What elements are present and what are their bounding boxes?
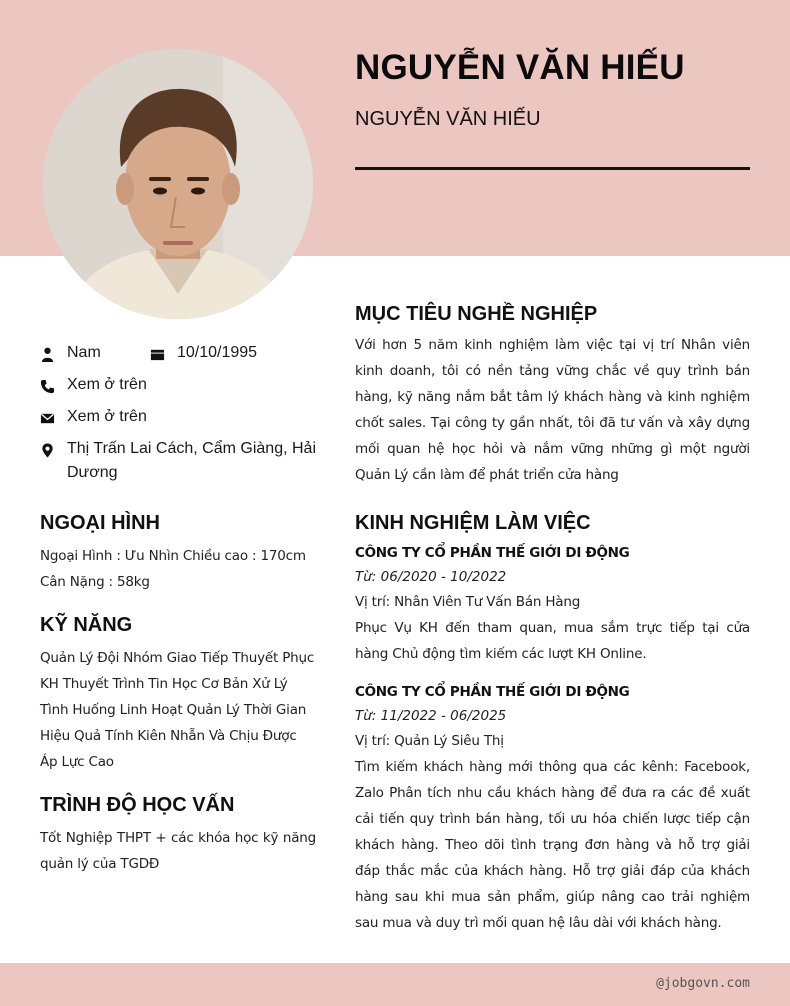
header-divider (355, 167, 750, 170)
job-period: Từ: 11/2022 - 06/2025 (355, 708, 507, 724)
job-description: Phục Vụ KH đến tham quan, mua sắm trực tiếp tại cửa hàng Chủ động tìm kiếm các lượt KH Online. (355, 620, 750, 662)
job-description: Tìm kiếm khách hàng mới thông qua các kênh: Facebook, Zalo Phân tích nhu cầu khách hàng để đưa ra các đề xuất cải tiến quy trình bán hàng, tối ưu hóa chiến lược tiếp cận khách hàng. Theo dõi tình trạng đơn hàng và hỗ trợ giải đáp thắc mắc của khách hàng. Hỗ trợ giải đáp của khách hàng sau khi mua sản phẩm, giúp nâng cao trải nghiệm sau mua và duy trì mối quan hệ lâu dài với khách hàng. (355, 759, 750, 931)
calendar-icon (150, 347, 165, 362)
contact-email (40, 408, 147, 429)
profile-photo (43, 49, 313, 319)
contact-gender (40, 344, 101, 365)
email-value: Xem ở trên (67, 408, 147, 425)
candidate-name: NGUYỄN VĂN HIẾU (355, 48, 685, 87)
job-company: CÔNG TY CỔ PHẦN THẾ GIỚI DI ĐỘNG (355, 545, 630, 561)
location-pin-icon (40, 443, 55, 458)
experience-heading: KINH NGHIỆM LÀM VIỆC (355, 512, 591, 534)
footer-brand: @jobgovn.com (656, 976, 750, 991)
education-heading: TRÌNH ĐỘ HỌC VẤN (40, 794, 235, 816)
job-period: Từ: 06/2020 - 10/2022 (355, 569, 507, 585)
contact-birthdate (150, 344, 257, 365)
skills-text: Quản Lý Đội Nhóm Giao Tiếp Thuyết Phục KH Thuyết Trình Tin Học Cơ Bản Xử Lý Tình Huống Linh Hoạt Quản Lý Thời Gian Hiệu Quả Tính Kiên Nhẫn Và Chịu Được Áp Lực Cao (40, 650, 315, 770)
person-icon (40, 347, 55, 362)
objective-heading: MỤC TIÊU NGHỀ NGHIỆP (355, 303, 598, 325)
contact-phone (40, 376, 147, 397)
gender-value: Nam (67, 344, 101, 361)
appearance-heading: NGOẠI HÌNH (40, 512, 160, 534)
skills-heading: KỸ NĂNG (40, 614, 133, 636)
address-value: Thị Trấn Lai Cách, Cẩm Giàng, Hải Dương (67, 440, 316, 481)
phone-icon (40, 379, 55, 394)
birthdate-value: 10/10/1995 (177, 344, 258, 361)
appearance-text: Ngoại Hình : Ưu Nhìn Chiều cao : 170cm Cân Nặng : 58kg (40, 548, 306, 590)
mail-icon (40, 411, 55, 426)
job-position: Vị trí: Nhân Viên Tư Vấn Bán Hàng (355, 594, 581, 610)
candidate-subtitle: NGUYỄN VĂN HIẾU (355, 108, 541, 130)
job-company: CÔNG TY CỔ PHẦN THẾ GIỚI DI ĐỘNG (355, 684, 630, 700)
job-position: Vị trí: Quản Lý Siêu Thị (355, 733, 504, 749)
phone-value: Xem ở trên (67, 376, 147, 393)
contact-address (40, 440, 330, 485)
education-text: Tốt Nghiệp THPT + các khóa học kỹ năng quản lý của TGDĐ (40, 830, 316, 872)
objective-text: Với hơn 5 năm kinh nghiệm làm việc tại vị trí Nhân viên kinh doanh, tôi có nền tảng vững chắc về quy trình bán hàng, kỹ năng nắm bắt tâm lý khách hàng và kinh nghiệm chốt sales. Tại công ty gần nhất, tôi đã tư vấn và xây dựng mối quan hệ học hỏi và nắm vững những gì một người Quản Lý cần làm để phát triển cửa hàng (355, 337, 750, 483)
